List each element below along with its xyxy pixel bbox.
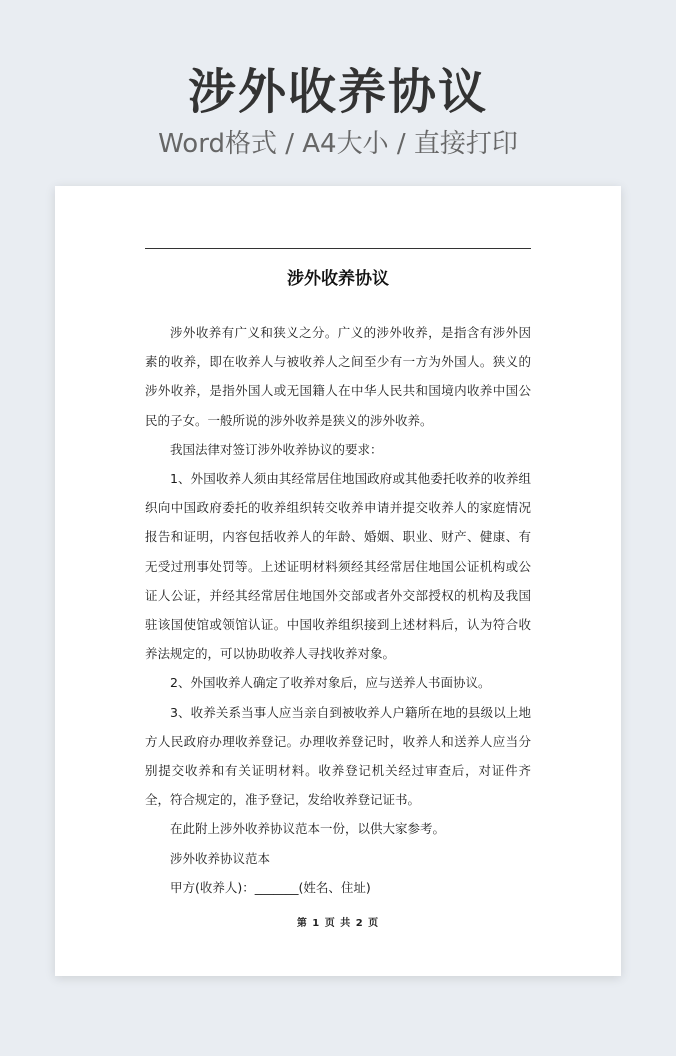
paragraph-template-heading: 涉外收养协议范本	[170, 850, 271, 866]
paragraph-requirement-3: 3、收养关系当事人应当亲自到被收养人户籍所在地的县级以上地方人民政府办理收养登记。办理收养登记时，收养人和送养人应当分别提交收养和有关证明材料。收养登记机关经过审查后，对证件齐全，符合规定的，准予登记，发给收养登记证书。	[145, 704, 531, 808]
paragraph-requirements-intro: 我国法律对签订涉外收养协议的要求：	[170, 441, 383, 457]
paragraph-attachment-note: 在此附上涉外收养协议范本一份，以供大家参考。	[170, 821, 446, 837]
document-body	[145, 318, 531, 902]
page-number: 第 1 页 共 2 页	[296, 918, 380, 929]
paragraph-definition: 涉外收养有广义和狭义之分。广义的涉外收养，是指含有涉外因素的收养，即在收养人与被收养人之间至少有一方为外国人。狭义的涉外收养，是指外国人或无国籍人在中华人民共和国境内收养中国公民的子女。一般所说的涉外收养是狭义的涉外收养。	[145, 325, 531, 428]
banner-title: 涉外收养协议	[187, 64, 488, 120]
document-page	[55, 186, 621, 976]
header-rule	[145, 248, 531, 249]
banner-subtitle: Word格式 / A4大小 / 直接打印	[158, 129, 518, 159]
document-title: 涉外收养协议	[287, 269, 389, 289]
paragraph-party-a: 甲方(收养人)：_______(姓名、住址)	[170, 879, 371, 895]
paragraph-requirement-2: 2、外国收养人确定了收养对象后，应与送养人书面协议。	[170, 675, 491, 691]
paragraph-requirement-1: 1、外国收养人须由其经常居住地国政府或其他委托收养的收养组织向中国政府委托的收养组织转交收养申请并提交收养人的家庭情况报告和证明，内容包括收养人的年龄、婚姻、职业、财产、健康、有无受过刑事处罚等。上述证明材料须经其经常居住地国公证机构或公证人公证，并经其经常居住地国外交部或者外交部授权的机构及我国驻该国使馆或领馆认证。中国收养组织接到上述材料后，认为符合收养法规定的，可以协助收养人寻找收养对象。	[145, 471, 531, 662]
banner	[0, 60, 676, 164]
